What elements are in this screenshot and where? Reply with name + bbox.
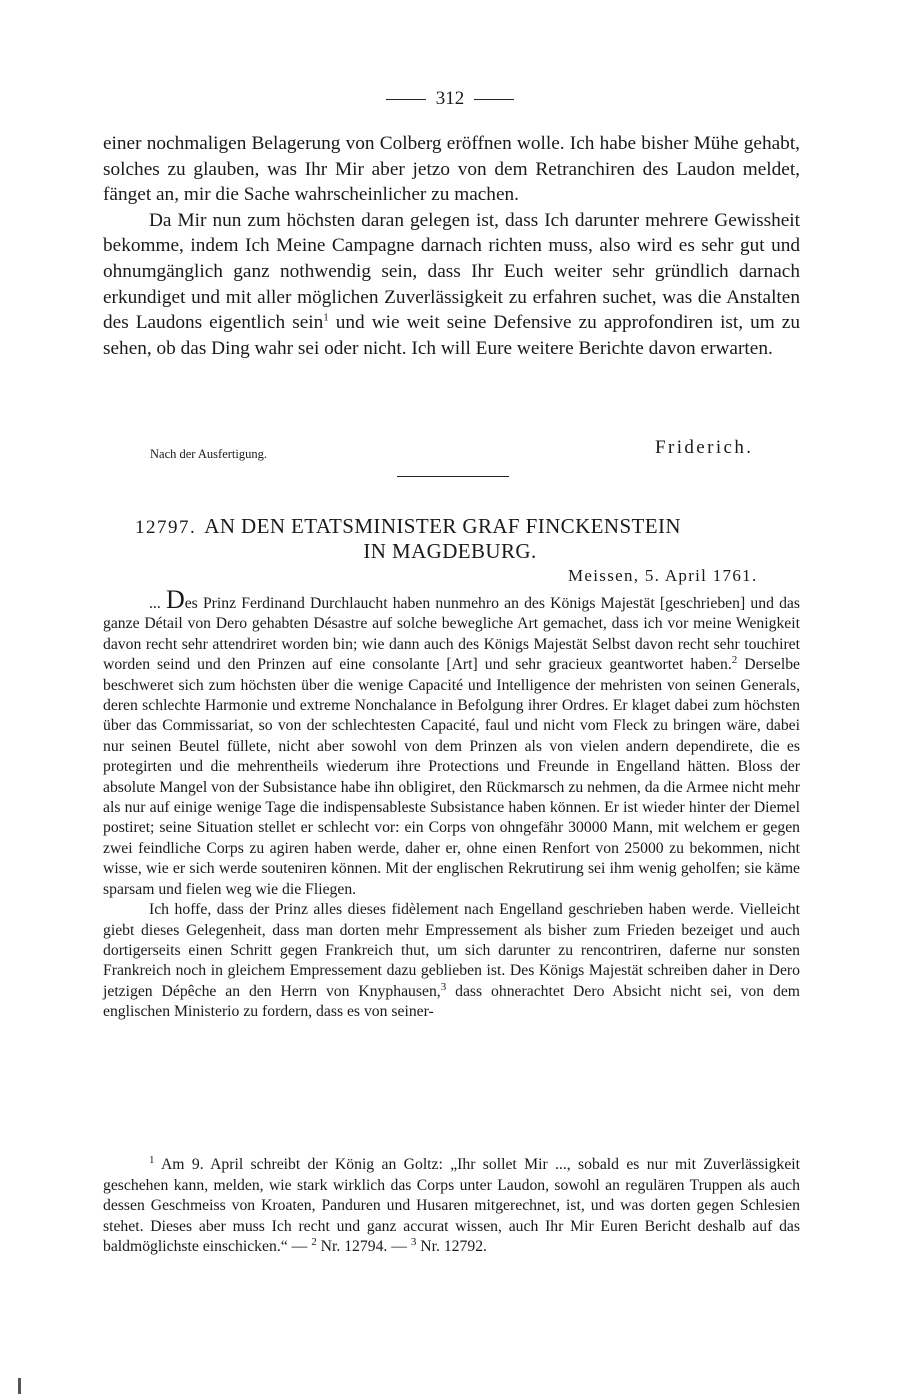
paragraph-text: es Prinz Ferdinand Durchlaucht haben nunmehro an des Königs Majestät [geschrieben] und das ganze Détail von Dero gehabten Désastre auf solche bewegliche Art gemachet, dass ich vor meine Wenigkeit davon recht sehr attendriret worden bin; wie dann auch des Königs Majestät Selbst davon recht sehr touchiret worden seind und den Prinzen auf eine consolante [Art] und sehr gracieux geantwortet haben.: [103, 595, 800, 674]
footnotes: [103, 1155, 800, 1258]
ellipsis: ...: [149, 595, 166, 612]
paragraph-text: und wie weit seine Defensive zu approfondiren ist, um zu sehen, ob das Ding wahr sei oder nicht. Ich will Eure weitere Berichte davon erwarten.: [103, 312, 800, 359]
initial-letter: D: [165, 585, 185, 614]
dateline: Meissen, 5. April 1761.: [568, 566, 758, 585]
footnote-text: Nr. 12794. —: [316, 1238, 411, 1256]
paragraph: [103, 900, 800, 1022]
footnote-ref: 1: [323, 311, 329, 324]
footnote-text: Am 9. April schreibt der König an Goltz: „Ihr sollet Mir ..., sobald es nur mit Zuverlässigkeit geschehen kann, melden, wie stark wirklich das Corps unter Laudon, sowohl an regulären Truppen als auch dessen Geschmeiss von Kroaten, Panduren und Husaren mitgerechnet, ist, und was dorten gegen Schlesien stehet. Dieses aber muss Ich recht und ganz accurat wissen, auch Ihr Mir Euren Bericht deshalb auf das baldmöglichste einschicken.“ —: [103, 1156, 800, 1256]
page-header: [0, 88, 900, 110]
paragraph-text: Da Mir nun zum höchsten daran gelegen ist, dass Ich darunter mehrere Gewissheit bekomme, indem Ich Meine Campagne darnach richten muss, also wird es sehr gut und ohnumgänglich ganz nothwendig sein, dass Ihr Euch weiter sehr gründlich darnach erkundiget und mit aller möglichen Zuverlässigkeit zu erfahren suchet, was die Anstalten des Laudons eigentlich sein: [103, 209, 800, 334]
letter-body: [103, 585, 801, 1023]
footnote: [103, 1155, 800, 1258]
addressee: AN DEN ETATSMINISTER GRAF FINCKENSTEIN: [204, 514, 681, 538]
paragraph: [103, 585, 800, 900]
header-dash-left: [386, 99, 426, 100]
footnote-number: 1: [149, 1153, 155, 1166]
paragraph-text: Derselbe beschweret sich zum höchsten über die wenige Capacité und Intelligence der mehristen von seinen Generals, deren schlechte Harmonie und extreme Nonchalance in Befolgung ihrer Ordres. Er klaget dabei zum höchsten über das Commissariat, so von der schlechtesten Capacité, faul und nicht vom Fleck zu bringen wäre, dabei nur seinen Beutel füllete, nicht aber sowohl von dem Prinzen als von vielen andern dependirete, die es protegirten und die mehrentheils wiederum ihre Protections und Freunde in Engelland hätten. Bloss der absolute Mangel von der Subsistance habe ihn obligiret, den Rückmarsch zu nehmen, da die Armee nicht mehr als nur auf einige wenige Tage die indispensableste Subsistance haben können. Er ist wieder hinter der Diemel postiret; seine Situation stellet er schlecht vor: ein Corps von ohngefähr 30000 Mann, mit welchem er gegen zwei feindliche Corps zu agiren haben werde, daher er, ohne einen Renfort von 25000 zu bekommen, nicht wisse, wie er sich werde souteniren können. Mit der englischen Rekrutirung sei ihm wenig geholfen; sie käme sparsam und fielen weg wie die Fliegen.: [103, 656, 800, 898]
scan-mark: [18, 1378, 21, 1394]
signature: Friderich.: [655, 437, 754, 458]
paragraph-text: dass ohnerachtet Dero Absicht nicht sei, von dem englischen Ministerio zu fordern, dass es von seiner-: [103, 982, 801, 1021]
source-note: Nach der Ausfertigung.: [150, 447, 267, 461]
page-number: 312: [435, 88, 465, 109]
paragraph-text: Ich hoffe, dass der Prinz alles dieses fidèlement nach Engelland geschrieben haben werde. Vielleicht giebt dieses Gelegenheit, dass man dorten mehr Empressement als bisher zum Frieden bezeiget und auch dortigerseits einen Schritt gegen Frankreich thut, um sich darunter zu rencontriren, daferne nur sonsten Frankreich noch in gleichem Empressement dazu geblieben ist. Des Königs Majestät schreiben daher in Dero jetzigen Dépêche an den Herrn von Knyphausen,: [103, 901, 800, 1000]
section-divider: [397, 476, 509, 477]
footnote-ref: 2: [731, 653, 738, 666]
letter-number: 12797.: [135, 517, 197, 538]
letter-heading: [135, 513, 795, 541]
footnote-ref: 3: [440, 980, 447, 993]
previous-letter-text: [103, 131, 800, 361]
header-dash-right: [474, 99, 514, 100]
footnote-number: 2: [311, 1236, 317, 1249]
footnote-text: Nr. 12792.: [416, 1238, 487, 1256]
letter-heading-location: IN MAGDEBURG.: [363, 539, 537, 563]
paragraph: [103, 208, 800, 362]
footnote-number: 3: [410, 1236, 417, 1249]
paragraph: einer nochmaligen Belagerung von Colberg eröffnen wolle. Ich habe bisher Mühe gehabt, solches zu glauben, was Ihr Mir aber jetzo von dem Retranchiren des Laudon meldet, fänget an, mir die Sache wahrscheinlicher zu machen.: [103, 133, 800, 206]
